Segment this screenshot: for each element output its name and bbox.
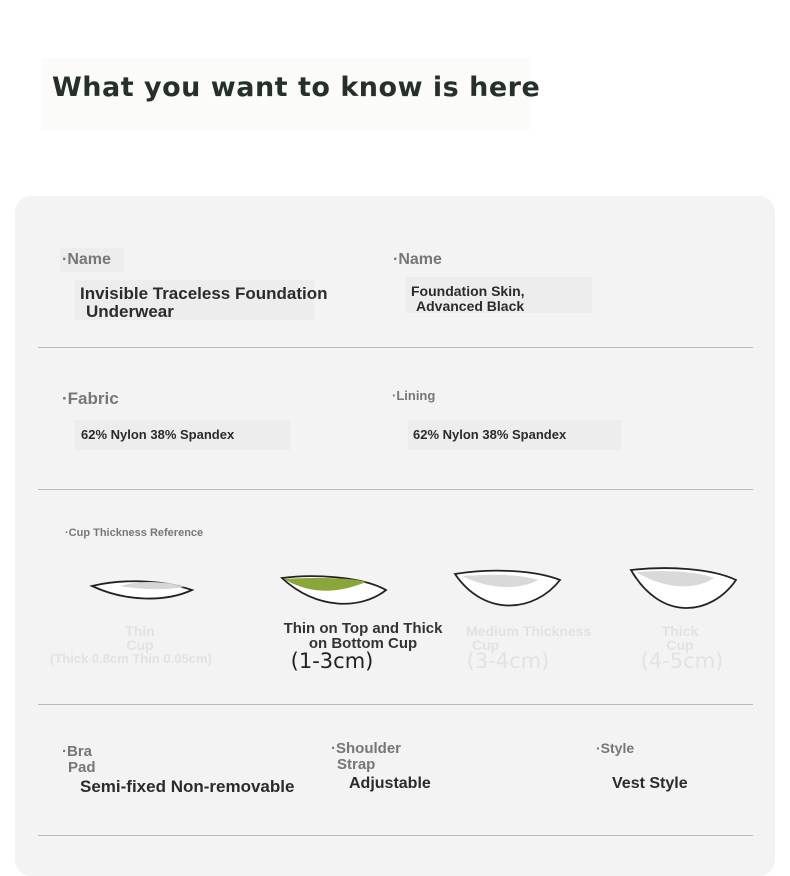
- page-title: What you want to know is here: [52, 72, 541, 103]
- cup-option-title: Thin: [125, 623, 155, 639]
- cup-thick-size: (4-5cm): [640, 649, 724, 673]
- cup-option-medium: [466, 624, 591, 652]
- variant-name-line2: Advanced Black: [416, 298, 525, 314]
- cup-option-thin: [100, 624, 180, 652]
- lining-value: 62% Nylon 38% Spandex: [413, 427, 567, 442]
- cup-option-subtitle: on Bottom Cup: [308, 635, 418, 652]
- row-divider: [38, 835, 753, 836]
- cup-medium-size: (3-4cm): [466, 649, 550, 673]
- variant-name-value: [411, 284, 525, 314]
- row-divider: [38, 704, 753, 705]
- bra-pad-label-line2: Pad: [68, 759, 96, 776]
- shoulder-strap-value: Adjustable: [349, 775, 431, 792]
- thin-top-thick-bottom-cup-icon: [276, 570, 392, 614]
- row-divider: [38, 489, 753, 490]
- fabric-value: 62% Nylon 38% Spandex: [81, 427, 235, 442]
- cup-option-thick: [650, 624, 710, 652]
- shoulder-strap-label-line1: ·Shoulder: [331, 740, 401, 757]
- variant-name-label: ·Name: [393, 251, 442, 268]
- cup-selected-size: (1-3cm): [290, 649, 374, 673]
- cup-option-selected: [262, 621, 464, 651]
- cup-thin-detail: (Thick 0.8cm Thin 0.05cm): [50, 651, 212, 666]
- bra-pad-value: Semi-fixed Non-removable: [80, 777, 295, 796]
- product-name-line2: Underwear: [86, 302, 174, 321]
- cup-option-title: Thin on Top and Thick: [283, 620, 443, 637]
- bra-pad-label: [62, 744, 96, 776]
- medium-thickness-cup-icon: [450, 566, 566, 614]
- variant-name-line1: Foundation Skin,: [411, 283, 525, 299]
- lining-label: ·Lining: [392, 388, 436, 403]
- product-name-line1: Invisible Traceless Foundation: [80, 284, 328, 303]
- cup-option-subtitle: Cup: [666, 637, 694, 653]
- cup-option-title: Medium Thickness: [466, 623, 592, 639]
- product-name-value: [80, 285, 328, 321]
- cup-option-title: Thick: [661, 623, 699, 639]
- shoulder-strap-label-line2: Strap: [337, 756, 376, 773]
- style-label: ·Style: [596, 740, 635, 756]
- thin-cup-icon: [86, 572, 200, 608]
- cup-option-subtitle: Cup: [472, 637, 500, 653]
- bra-pad-label-line1: ·Bra: [62, 743, 93, 760]
- shoulder-strap-label: [331, 741, 401, 773]
- row-divider: [38, 347, 753, 348]
- thick-cup-icon: [626, 564, 742, 616]
- name-label: ·Name: [62, 251, 111, 268]
- cup-thickness-label: ·Cup Thickness Reference: [65, 527, 204, 539]
- fabric-label: ·Fabric: [62, 389, 119, 408]
- cup-option-subtitle: Cup: [126, 637, 154, 653]
- style-value: Vest Style: [612, 775, 688, 792]
